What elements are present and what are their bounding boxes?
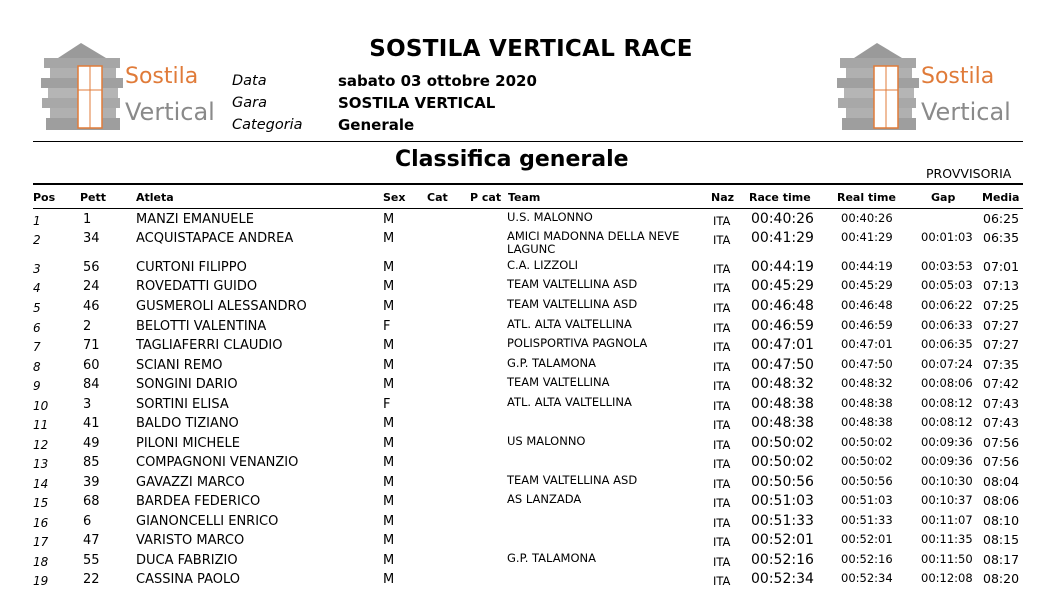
divider xyxy=(33,208,1023,209)
cell-pos: 5 xyxy=(33,301,41,315)
table-row xyxy=(0,553,1058,572)
cell-real-time: 00:47:01 xyxy=(841,337,893,351)
cell-pos: 14 xyxy=(33,477,49,491)
cell-athlete: PILONI MICHELE xyxy=(136,436,240,451)
cell-sex: M xyxy=(383,455,395,470)
table-row xyxy=(0,279,1058,298)
cell-sex: F xyxy=(383,319,391,334)
cell-naz: ITA xyxy=(713,233,731,247)
cell-naz: ITA xyxy=(713,516,731,530)
col-header-real-time: Real time xyxy=(837,191,896,204)
cell-athlete: MANZI EMANUELE xyxy=(136,212,254,227)
cell-pett: 60 xyxy=(83,358,100,373)
cell-naz: ITA xyxy=(713,321,731,335)
cell-athlete: SCIANI REMO xyxy=(136,358,223,373)
cell-pos: 12 xyxy=(33,438,49,452)
cell-race-time: 00:52:34 xyxy=(751,571,814,587)
col-header-naz: Naz xyxy=(711,191,735,204)
cell-real-time: 00:52:16 xyxy=(841,552,893,566)
col-header-race-time: Race time xyxy=(749,191,811,204)
cell-real-time: 00:52:01 xyxy=(841,532,893,546)
cell-athlete: SORTINI ELISA xyxy=(136,397,229,412)
cell-sex: M xyxy=(383,533,395,548)
cell-athlete: BALDO TIZIANO xyxy=(136,416,239,431)
cell-sex: M xyxy=(383,494,395,509)
cell-pett: 24 xyxy=(83,279,100,294)
cell-naz: ITA xyxy=(713,399,731,413)
cell-pos: 8 xyxy=(33,360,41,374)
col-header-gap: Gap xyxy=(931,191,956,204)
cell-media: 06:25 xyxy=(983,211,1020,226)
cell-real-time: 00:45:29 xyxy=(841,278,893,292)
cell-team: TEAM VALTELLINA ASD xyxy=(507,297,638,311)
cell-sex: M xyxy=(383,212,395,227)
cell-sex: M xyxy=(383,436,395,451)
cell-team: AMICI MADONNA DELLA NEVE LAGUNC xyxy=(507,229,680,256)
cell-team: TEAM VALTELLINA ASD xyxy=(507,277,638,291)
cell-athlete: CURTONI FILIPPO xyxy=(136,260,247,275)
cell-team: TEAM VALTELLINA xyxy=(507,375,610,389)
cell-gap: 00:09:36 xyxy=(921,435,973,449)
cell-gap: 00:05:03 xyxy=(921,278,973,292)
cell-athlete: CASSINA PAOLO xyxy=(136,572,240,587)
meta-label-data: Data xyxy=(232,73,267,89)
table-row xyxy=(0,299,1058,318)
cell-naz: ITA xyxy=(713,262,731,276)
cell-race-time: 00:41:29 xyxy=(751,230,814,246)
cell-race-time: 00:47:50 xyxy=(751,357,814,373)
cell-race-time: 00:47:01 xyxy=(751,337,814,353)
cell-race-time: 00:51:03 xyxy=(751,493,814,509)
cell-real-time: 00:48:38 xyxy=(841,415,893,429)
cell-athlete: ACQUISTAPACE ANDREA xyxy=(136,231,294,246)
table-row xyxy=(0,229,1058,256)
cell-gap: 00:08:12 xyxy=(921,396,973,410)
table-row xyxy=(0,436,1058,455)
cell-media: 07:25 xyxy=(983,298,1020,313)
cell-media: 08:20 xyxy=(983,571,1020,586)
cell-pett: 2 xyxy=(83,319,92,334)
table-row xyxy=(0,494,1058,513)
cell-pett: 84 xyxy=(83,377,100,392)
cell-gap: 00:06:22 xyxy=(921,298,973,312)
cell-athlete: TAGLIAFERRI CLAUDIO xyxy=(136,338,283,353)
cell-naz: ITA xyxy=(713,418,731,432)
cell-pos: 16 xyxy=(33,516,49,530)
cell-team: U.S. MALONNO xyxy=(507,210,593,224)
cell-gap: 00:03:53 xyxy=(921,259,973,273)
cell-real-time: 00:44:19 xyxy=(841,259,893,273)
cell-race-time: 00:46:59 xyxy=(751,318,814,334)
cell-athlete: BELOTTI VALENTINA xyxy=(136,319,267,334)
cell-naz: ITA xyxy=(713,214,731,228)
cell-pos: 1 xyxy=(33,214,41,228)
cell-team: US MALONNO xyxy=(507,434,586,448)
cell-pett: 85 xyxy=(83,455,100,470)
cell-media: 07:56 xyxy=(983,435,1020,450)
cell-real-time: 00:41:29 xyxy=(841,230,893,244)
cell-race-time: 00:48:32 xyxy=(751,376,814,392)
cell-pos: 10 xyxy=(33,399,49,413)
cell-pos: 13 xyxy=(33,457,49,471)
page-title: SOSTILA VERTICAL RACE xyxy=(369,36,693,62)
cell-pos: 11 xyxy=(33,418,49,432)
cell-gap: 00:10:37 xyxy=(921,493,973,507)
cell-real-time: 00:51:03 xyxy=(841,493,893,507)
cell-pos: 9 xyxy=(33,379,41,393)
table-row xyxy=(0,397,1058,416)
cell-naz: ITA xyxy=(713,496,731,510)
cell-naz: ITA xyxy=(713,477,731,491)
col-header-pett: Pett xyxy=(80,191,107,204)
cell-sex: M xyxy=(383,338,395,353)
col-header-atleta: Atleta xyxy=(136,191,174,204)
cell-media: 07:13 xyxy=(983,278,1020,293)
cell-sex: M xyxy=(383,260,395,275)
cell-media: 08:10 xyxy=(983,513,1020,528)
table-row xyxy=(0,455,1058,474)
cell-real-time: 00:46:59 xyxy=(841,318,893,332)
cell-sex: M xyxy=(383,416,395,431)
cell-athlete: DUCA FABRIZIO xyxy=(136,553,238,568)
cell-race-time: 00:44:19 xyxy=(751,259,814,275)
cell-gap: 00:11:07 xyxy=(921,513,973,527)
cell-team: ATL. ALTA VALTELLINA xyxy=(507,317,632,331)
cell-race-time: 00:51:33 xyxy=(751,513,814,529)
meta-value-categoria: Generale xyxy=(338,116,415,134)
cell-gap: 00:09:36 xyxy=(921,454,973,468)
cell-race-time: 00:50:02 xyxy=(751,435,814,451)
cell-race-time: 00:40:26 xyxy=(751,211,814,227)
table-row xyxy=(0,338,1058,357)
cell-real-time: 00:47:50 xyxy=(841,357,893,371)
cell-pos: 2 xyxy=(33,233,41,247)
table-row xyxy=(0,533,1058,552)
cell-athlete: BARDEA FEDERICO xyxy=(136,494,261,509)
status-label: PROVVISORIA xyxy=(926,166,1012,181)
table-row xyxy=(0,572,1058,591)
cell-naz: ITA xyxy=(713,360,731,374)
cell-sex: M xyxy=(383,279,395,294)
logo-text-vertical: Vertical xyxy=(921,98,1011,126)
cell-athlete: GIANONCELLI ENRICO xyxy=(136,514,279,529)
cell-media: 07:43 xyxy=(983,396,1020,411)
cell-sex: M xyxy=(383,377,395,392)
cell-real-time: 00:48:38 xyxy=(841,396,893,410)
cell-pett: 3 xyxy=(83,397,92,412)
cell-pett: 1 xyxy=(83,212,92,227)
cell-real-time: 00:52:34 xyxy=(841,571,893,585)
cell-pos: 4 xyxy=(33,281,41,295)
cell-media: 08:17 xyxy=(983,552,1020,567)
cell-sex: F xyxy=(383,397,391,412)
cell-race-time: 00:50:56 xyxy=(751,474,814,490)
cell-media: 06:35 xyxy=(983,230,1020,245)
logo-text-vertical: Vertical xyxy=(125,98,215,126)
meta-label-gara: Gara xyxy=(232,95,267,111)
cell-gap: 00:06:33 xyxy=(921,318,973,332)
divider xyxy=(33,183,1023,185)
cell-media: 07:01 xyxy=(983,259,1020,274)
cell-naz: ITA xyxy=(713,574,731,588)
col-header-sex: Sex xyxy=(383,191,406,204)
cell-athlete: ROVEDATTI GUIDO xyxy=(136,279,258,294)
table-row xyxy=(0,416,1058,435)
cell-sex: M xyxy=(383,475,395,490)
cell-media: 07:42 xyxy=(983,376,1020,391)
cell-race-time: 00:52:01 xyxy=(751,532,814,548)
cell-real-time: 00:40:26 xyxy=(841,211,893,225)
cell-pett: 22 xyxy=(83,572,100,587)
cell-race-time: 00:48:38 xyxy=(751,396,814,412)
cell-naz: ITA xyxy=(713,281,731,295)
cell-gap: 00:06:35 xyxy=(921,337,973,351)
cell-pos: 19 xyxy=(33,574,49,588)
col-header-team: Team xyxy=(508,191,541,204)
cell-naz: ITA xyxy=(713,555,731,569)
cell-pett: 47 xyxy=(83,533,100,548)
cell-naz: ITA xyxy=(713,340,731,354)
cell-gap: 00:07:24 xyxy=(921,357,973,371)
logo-text-sostila: Sostila xyxy=(921,64,995,89)
cell-media: 07:27 xyxy=(983,318,1020,333)
cell-media: 07:43 xyxy=(983,415,1020,430)
cell-naz: ITA xyxy=(713,301,731,315)
cell-pos: 18 xyxy=(33,555,49,569)
cell-race-time: 00:45:29 xyxy=(751,278,814,294)
cell-naz: ITA xyxy=(713,379,731,393)
cell-pos: 6 xyxy=(33,321,41,335)
cell-pett: 41 xyxy=(83,416,100,431)
cell-sex: M xyxy=(383,572,395,587)
cell-team: G.P. TALAMONA xyxy=(507,356,597,370)
cell-pett: 71 xyxy=(83,338,100,353)
cell-naz: ITA xyxy=(713,457,731,471)
cell-team: POLISPORTIVA PAGNOLA xyxy=(507,336,648,350)
meta-label-categoria: Categoria xyxy=(232,117,303,133)
cell-real-time: 00:50:02 xyxy=(841,454,893,468)
cell-team: C.A. LIZZOLI xyxy=(507,258,579,272)
cell-real-time: 00:51:33 xyxy=(841,513,893,527)
cell-media: 07:56 xyxy=(983,454,1020,469)
cell-gap: 00:11:35 xyxy=(921,532,973,546)
cell-race-time: 00:48:38 xyxy=(751,415,814,431)
cell-sex: M xyxy=(383,299,395,314)
cell-pos: 7 xyxy=(33,340,41,354)
cell-pett: 49 xyxy=(83,436,100,451)
cell-athlete: COMPAGNONI VENANZIO xyxy=(136,455,299,470)
cell-real-time: 00:48:32 xyxy=(841,376,893,390)
cell-race-time: 00:46:48 xyxy=(751,298,814,314)
cell-real-time: 00:50:02 xyxy=(841,435,893,449)
cell-pett: 56 xyxy=(83,260,100,275)
cell-sex: M xyxy=(383,358,395,373)
cell-naz: ITA xyxy=(713,535,731,549)
cell-gap: 00:01:03 xyxy=(921,230,973,244)
cell-team: AS LANZADA xyxy=(507,492,582,506)
cell-gap: 00:11:50 xyxy=(921,552,973,566)
cell-pos: 3 xyxy=(33,262,41,276)
cell-pett: 68 xyxy=(83,494,100,509)
table-row xyxy=(0,514,1058,533)
cell-media: 07:35 xyxy=(983,357,1020,372)
cell-team: ATL. ALTA VALTELLINA xyxy=(507,395,632,409)
cell-athlete: GAVAZZI MARCO xyxy=(136,475,245,490)
col-header-media: Media xyxy=(982,191,1020,204)
cell-pos: 15 xyxy=(33,496,49,510)
logo-text-sostila: Sostila xyxy=(125,64,199,89)
cell-gap: 00:10:30 xyxy=(921,474,973,488)
cell-media: 08:04 xyxy=(983,474,1020,489)
table-row xyxy=(0,377,1058,396)
cell-real-time: 00:50:56 xyxy=(841,474,893,488)
cell-athlete: VARISTO MARCO xyxy=(136,533,245,548)
cell-race-time: 00:50:02 xyxy=(751,454,814,470)
cell-gap: 00:08:12 xyxy=(921,415,973,429)
cell-athlete: SONGINI DARIO xyxy=(136,377,238,392)
cell-real-time: 00:46:48 xyxy=(841,298,893,312)
cell-naz: ITA xyxy=(713,438,731,452)
cell-gap: 00:12:08 xyxy=(921,571,973,585)
cell-sex: M xyxy=(383,514,395,529)
cell-team: G.P. TALAMONA xyxy=(507,551,597,565)
meta-value-gara: SOSTILA VERTICAL xyxy=(338,94,496,112)
cell-pett: 6 xyxy=(83,514,92,529)
cell-sex: M xyxy=(383,231,395,246)
cell-pos: 17 xyxy=(33,535,49,549)
cell-sex: M xyxy=(383,553,395,568)
divider xyxy=(33,141,1023,142)
meta-value-data: sabato 03 ottobre 2020 xyxy=(338,72,537,90)
cell-race-time: 00:52:16 xyxy=(751,552,814,568)
col-header-pcat: P cat xyxy=(470,191,502,204)
cell-pett: 46 xyxy=(83,299,100,314)
col-header-cat: Cat xyxy=(427,191,448,204)
cell-pett: 55 xyxy=(83,553,100,568)
section-title: Classifica generale xyxy=(395,147,629,172)
cell-athlete: GUSMEROLI ALESSANDRO xyxy=(136,299,307,314)
cell-pett: 34 xyxy=(83,231,100,246)
cell-pett: 39 xyxy=(83,475,100,490)
cell-media: 08:15 xyxy=(983,532,1020,547)
cell-team: TEAM VALTELLINA ASD xyxy=(507,473,638,487)
cell-gap: 00:08:06 xyxy=(921,376,973,390)
col-header-pos: Pos xyxy=(33,191,56,204)
cell-media: 07:27 xyxy=(983,337,1020,352)
cell-media: 08:06 xyxy=(983,493,1020,508)
